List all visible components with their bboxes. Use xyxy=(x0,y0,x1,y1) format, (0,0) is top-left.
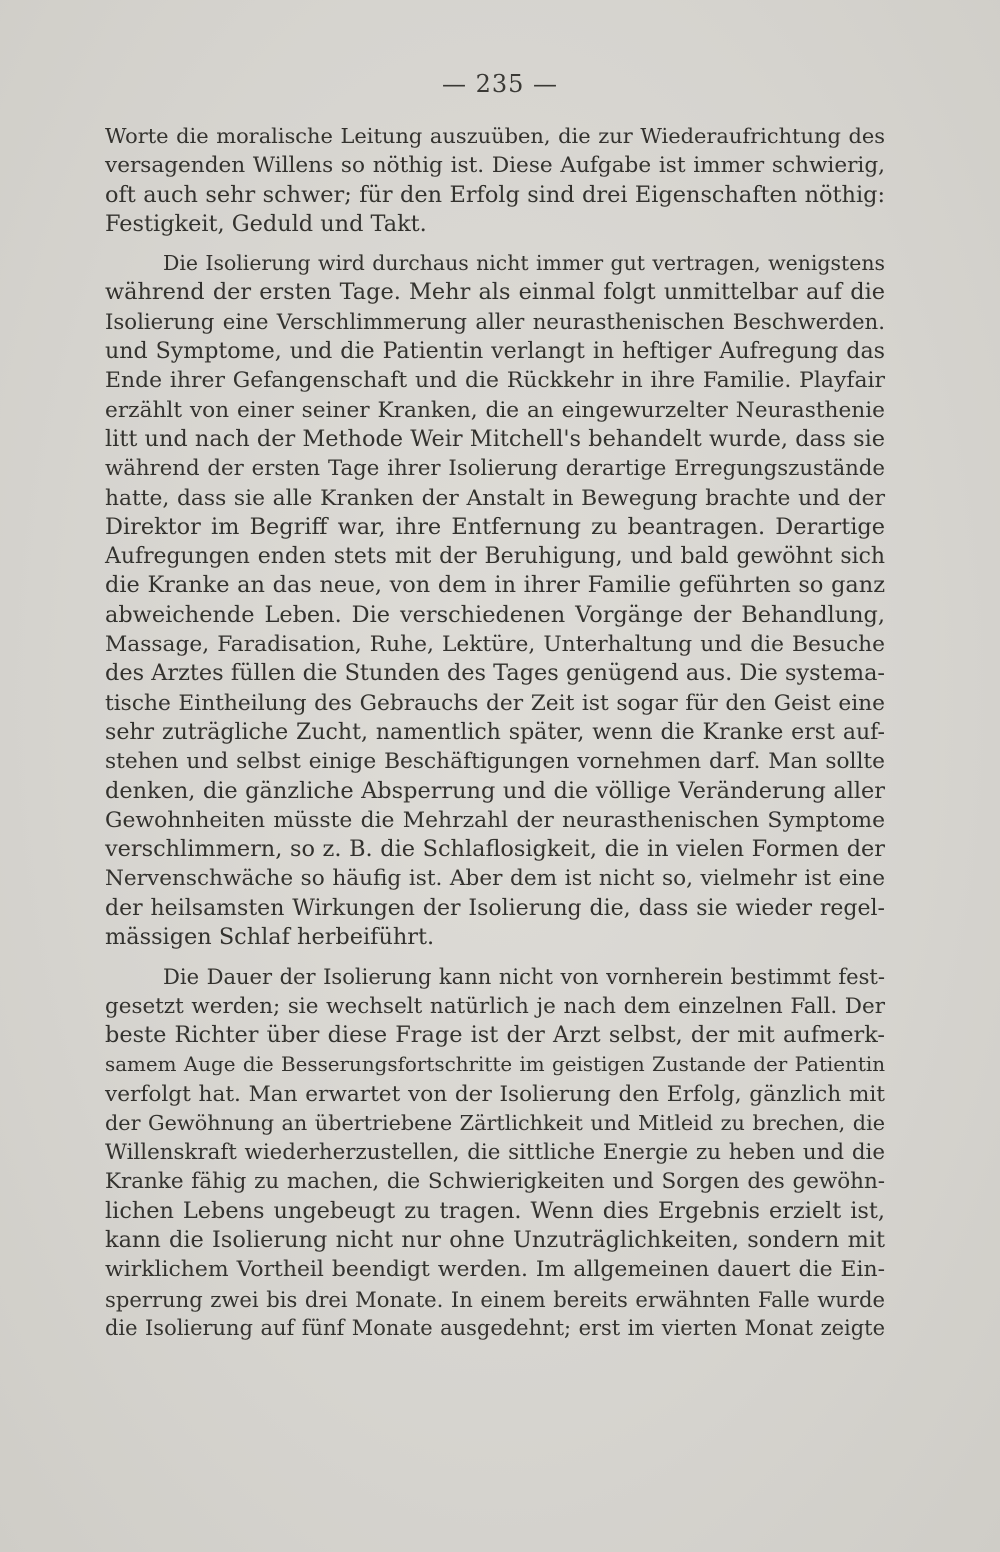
text-line: Ende ihrer Gefangenschaft und die Rückkehr in ihre Familie. Playfair xyxy=(105,368,885,394)
text-line: Worte die moralische Leitung auszuüben, die zur Wiederaufrichtung des xyxy=(105,124,885,148)
page-number: — 235 — xyxy=(441,70,559,98)
text-line: sperrung zwei bis drei Monate. In einem bereits erwähnten Falle wurde xyxy=(105,1286,885,1312)
text-line: beste Richter über diese Frage ist der Arzt selbst, der mit aufmerk- xyxy=(105,1021,885,1048)
text-line: gesetzt werden; sie wechselt natürlich je nach dem einzelnen Fall. Der xyxy=(105,993,885,1019)
text-line: Willenskraft wiederherzustellen, die sittliche Energie zu heben und die xyxy=(105,1140,885,1166)
text-line: Nervenschwäche so häufig ist. Aber dem ist nicht so, vielmehr ist eine xyxy=(105,866,885,892)
text-line: Massage, Faradisation, Ruhe, Lektüre, Unterhaltung und die Besuche xyxy=(105,632,885,658)
text-line: kann die Isolierung nicht nur ohne Unzuträglichkeiten, sondern mit xyxy=(105,1226,885,1253)
text-line: oft auch sehr schwer; für den Erfolg sind drei Eigenschaften nöthig: xyxy=(105,181,885,208)
text-line: Die Dauer der Isolierung kann nicht von vornherein bestimmt fest- xyxy=(163,964,885,990)
text-line: wirklichem Vortheil beendigt werden. Im allgemeinen dauert die Ein- xyxy=(105,1257,885,1283)
text-line: Gewohnheiten müsste die Mehrzahl der neurasthenischen Symptome xyxy=(105,807,885,833)
text-line: versagenden Willens so nöthig ist. Diese Aufgabe ist immer schwierig, xyxy=(105,153,885,179)
text-line: mässigen Schlaf herbeiführt. xyxy=(105,924,435,951)
text-line: samem Auge die Besserungsfortschritte im geistigen Zustande der Patientin xyxy=(105,1053,885,1077)
text-line: hatte, dass sie alle Kranken der Anstalt in Bewegung brachte und der xyxy=(105,485,885,511)
text-line: verschlimmern, so z. B. die Schlaflosigkeit, die in vielen Formen der xyxy=(105,836,885,863)
text-line: der heilsamsten Wirkungen der Isolierung die, dass sie wieder regel- xyxy=(105,895,885,921)
text-line: tische Eintheilung des Gebrauchs der Zeit ist sogar für den Geist eine xyxy=(105,690,885,716)
text-line: stehen und selbst einige Beschäftigungen vornehmen darf. Man sollte xyxy=(105,749,885,775)
text-line: Aufregungen enden stets mit der Beruhigung, und bald gewöhnt sich xyxy=(105,544,885,570)
text-line: erzählt von einer seiner Kranken, die an eingewurzelter Neurasthenie xyxy=(105,397,885,423)
text-line: die Kranke an das neue, von dem in ihrer Familie geführten so ganz xyxy=(105,572,885,599)
body-text xyxy=(105,122,885,1343)
paragraph-3 xyxy=(105,962,885,1343)
text-line: sehr zuträgliche Zucht, namentlich später, wenn die Kranke erst auf- xyxy=(105,719,885,745)
text-line: und Symptome, und die Patientin verlangt in heftiger Aufregung das xyxy=(105,338,885,365)
text-line: Die Isolierung wird durchaus nicht immer gut vertragen, wenigstens xyxy=(163,251,885,276)
text-line: lichen Lebens ungebeugt zu tragen. Wenn dies Ergebnis erzielt ist, xyxy=(105,1197,885,1224)
text-line: Direktor im Begriff war, ihre Entfernung zu beantragen. Derartige xyxy=(105,513,885,540)
text-line: die Isolierung auf fünf Monate ausgedehnt; erst im vierten Monat zeigte xyxy=(105,1315,885,1340)
text-line: denken, die gänzliche Absperrung und die völlige Veränderung aller xyxy=(105,777,885,804)
text-line: während der ersten Tage. Mehr als einmal folgt unmittelbar auf die xyxy=(105,279,885,306)
text-line: litt und nach der Methode Weir Mitchell's behandelt wurde, dass sie xyxy=(105,425,885,452)
text-line: abweichende Leben. Die verschiedenen Vorgänge der Behandlung, xyxy=(105,601,885,628)
text-line: Isolierung eine Verschlimmerung aller neurasthenischen Beschwerden. xyxy=(105,309,885,335)
paragraph-1 xyxy=(105,122,885,239)
text-line: Festigkeit, Geduld und Takt. xyxy=(105,210,427,237)
text-line: verfolgt hat. Man erwartet von der Isolierung den Erfolg, gänzlich mit xyxy=(105,1081,885,1107)
text-line: der Gewöhnung an übertriebene Zärtlichkeit und Mitleid zu brechen, die xyxy=(105,1110,885,1135)
text-line: während der ersten Tage ihrer Isolierung derartige Erregungszustände xyxy=(105,456,885,482)
text-line: Kranke fähig zu machen, die Schwierigkeiten und Sorgen des gewöhn- xyxy=(105,1169,885,1195)
paragraph-2 xyxy=(105,249,885,952)
text-line: des Arztes füllen die Stunden des Tages genügend aus. Die systema- xyxy=(105,660,885,687)
